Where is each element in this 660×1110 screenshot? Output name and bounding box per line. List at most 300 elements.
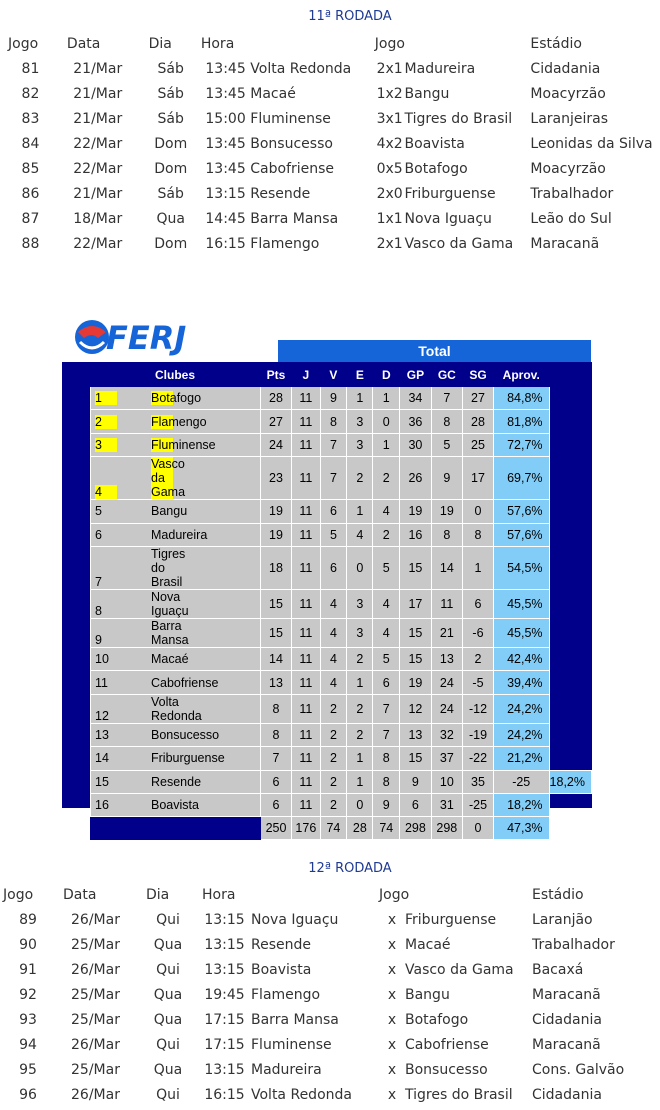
stadium: Maracanã <box>532 1036 601 1053</box>
goals-against: 14 <box>431 546 462 589</box>
wins: 2 <box>320 747 347 770</box>
club-cell <box>91 723 261 746</box>
fixture-row <box>3 1007 660 1032</box>
goals-against: 8 <box>431 410 462 433</box>
stadium: Trabalhador <box>532 936 615 953</box>
score: 2x1 <box>376 235 403 252</box>
score: 4x2 <box>376 135 403 152</box>
stadium: Maracanã <box>532 986 601 1003</box>
home-team: Volta Redonda <box>251 1086 352 1103</box>
goals-for: 19 <box>400 671 431 694</box>
match-number: 86 <box>21 185 40 202</box>
home-team: Madureira <box>251 1061 322 1078</box>
wins: 7 <box>320 457 347 500</box>
games: 11 <box>292 694 320 723</box>
match-time: 13:45 <box>205 85 246 102</box>
position-badge: 14 <box>95 751 109 766</box>
games: 11 <box>292 747 320 770</box>
match-time: 13:45 <box>205 160 246 177</box>
away-team: Cabofriense <box>405 1036 489 1053</box>
match-date: 25/Mar <box>71 1061 120 1078</box>
standings-row <box>91 770 592 793</box>
home-team: Flamengo <box>251 986 321 1003</box>
score: 1x2 <box>376 85 403 102</box>
round12-table <box>3 882 660 1107</box>
percentage: 42,4% <box>493 647 549 670</box>
home-team: Bonsucesso <box>250 135 333 152</box>
away-team: Nova Iguaçu <box>404 210 492 227</box>
score: 0x5 <box>376 160 403 177</box>
match-time: 17:15 <box>204 1036 245 1053</box>
header-partida: Jogo <box>374 35 405 52</box>
stadium: Laranjão <box>532 911 593 928</box>
losses: 9 <box>373 793 400 816</box>
fixture-row <box>3 1082 660 1107</box>
header-clubs: Clubes <box>91 364 261 387</box>
stadium: Moacyrzão <box>530 160 606 177</box>
total-wins: 74 <box>320 817 347 840</box>
goal-diff: 17 <box>463 457 494 500</box>
match-time: 13:45 <box>205 135 246 152</box>
games: 11 <box>292 546 320 589</box>
goals-against: 5 <box>431 433 462 456</box>
club-name: Volta Redonda <box>151 694 202 723</box>
games: 11 <box>292 671 320 694</box>
wins: 7 <box>320 433 347 456</box>
totals-spacer <box>91 817 261 840</box>
standings-row <box>91 618 592 647</box>
goals-for: 15 <box>400 747 431 770</box>
points: 14 <box>260 647 291 670</box>
fixture-row <box>3 957 660 982</box>
club-name: Boavista <box>151 798 199 813</box>
header-partida: Jogo <box>379 886 410 903</box>
away-team: Bangu <box>405 986 450 1003</box>
goals-against: 11 <box>431 589 462 618</box>
match-date: 18/Mar <box>73 210 123 227</box>
wins: 2 <box>320 793 347 816</box>
header-goals-against: GC <box>431 364 462 387</box>
away-team: Friburguense <box>404 185 496 202</box>
away-team: Tigres do Brasil <box>405 1086 513 1103</box>
goals-against: 37 <box>431 747 462 770</box>
club-name: Madureira <box>151 527 208 542</box>
losses: 1 <box>373 387 400 410</box>
club-name: Cabofriense <box>151 675 219 690</box>
percentage: 57,6% <box>493 500 549 523</box>
match-time: 13:15 <box>204 1061 245 1078</box>
score: x <box>387 936 397 953</box>
header-jogo: Jogo <box>3 886 34 903</box>
header-dia: Dia <box>148 35 172 52</box>
header-data: Data <box>66 35 101 52</box>
match-date: 22/Mar <box>73 235 123 252</box>
match-time: 13:15 <box>204 961 245 978</box>
points: 8 <box>260 694 291 723</box>
goals-for: 26 <box>400 457 431 500</box>
match-number: 82 <box>21 85 40 102</box>
fixture-row <box>3 907 660 932</box>
home-team: Fluminense <box>251 1036 332 1053</box>
match-time: 19:45 <box>204 986 245 1003</box>
club-cell <box>91 523 261 546</box>
fixture-row <box>6 156 660 181</box>
draws: 2 <box>347 694 373 723</box>
undefined: 18,2% <box>549 770 591 793</box>
club-name: Tigres do Brasil <box>151 546 186 589</box>
home-team: Nova Iguaçu <box>251 911 339 928</box>
draws: 4 <box>347 523 373 546</box>
match-weekday: Qui <box>156 911 180 928</box>
club-cell <box>91 500 261 523</box>
club-name: Bangu <box>151 504 188 519</box>
draws: 2 <box>347 647 373 670</box>
club-name: Barra Mansa <box>151 618 189 647</box>
match-number: 96 <box>19 1086 37 1103</box>
match-time: 13:15 <box>204 911 245 928</box>
goals-for: 15 <box>400 546 431 589</box>
header-hora: Hora <box>200 35 235 52</box>
draws: 1 <box>347 770 373 793</box>
points: 6 <box>260 793 291 816</box>
goal-diff: -5 <box>463 671 494 694</box>
standings-row <box>91 694 592 723</box>
losses: 7 <box>373 694 400 723</box>
goal-diff: 2 <box>463 647 494 670</box>
match-date: 25/Mar <box>71 1011 120 1028</box>
games: 11 <box>292 770 320 793</box>
goal-diff: 1 <box>463 546 494 589</box>
percentage: 54,5% <box>493 546 549 589</box>
match-time: 13:15 <box>205 185 246 202</box>
match-date: 25/Mar <box>71 936 120 953</box>
position-badge: 6 <box>95 527 102 542</box>
stadium: Bacaxá <box>532 961 584 978</box>
home-team: Cabofriense <box>250 160 335 177</box>
match-date: 21/Mar <box>73 85 123 102</box>
percentage: 45,5% <box>493 618 549 647</box>
header-estadio: Estádio <box>530 35 582 52</box>
draws: 1 <box>347 500 373 523</box>
goals-for: 17 <box>400 589 431 618</box>
club-cell <box>91 387 261 410</box>
score: x <box>387 986 397 1003</box>
match-weekday: Qua <box>153 1061 183 1078</box>
standings-row <box>91 387 592 410</box>
match-weekday: Qui <box>156 1036 180 1053</box>
wins: 4 <box>320 618 347 647</box>
match-number: 92 <box>19 986 37 1003</box>
position-badge: 3 <box>95 438 117 452</box>
match-date: 26/Mar <box>71 1086 120 1103</box>
goal-diff: -12 <box>463 694 494 723</box>
match-number: 91 <box>19 961 37 978</box>
stadium: Maracanã <box>530 235 600 252</box>
total-goal-diff: 0 <box>463 817 494 840</box>
standings-row <box>91 546 592 589</box>
match-number: 93 <box>19 1011 37 1028</box>
goal-diff: -6 <box>463 618 494 647</box>
match-weekday: Dom <box>154 235 188 252</box>
match-time: 14:45 <box>205 210 246 227</box>
position-badge: 12 <box>95 708 109 723</box>
wins: 5 <box>320 523 347 546</box>
club-name: Macaé <box>151 652 189 667</box>
losses: 7 <box>373 723 400 746</box>
points: 15 <box>260 589 291 618</box>
standings-row <box>91 500 592 523</box>
goals-against: 7 <box>431 387 462 410</box>
match-number: 84 <box>21 135 40 152</box>
goal-diff: 8 <box>463 523 494 546</box>
standings-row <box>91 410 592 433</box>
score: 2x0 <box>376 185 403 202</box>
club-cell <box>91 770 261 793</box>
fixture-row <box>3 1032 660 1057</box>
losses: 8 <box>373 747 400 770</box>
games: 11 <box>292 618 320 647</box>
games: 11 <box>292 589 320 618</box>
stadium: Leonidas da Silva <box>530 135 653 152</box>
goals-for: 30 <box>400 433 431 456</box>
away-team: Botafogo <box>404 160 468 177</box>
wins: 9 <box>320 387 347 410</box>
total-points: 250 <box>260 817 291 840</box>
draws: 2 <box>347 723 373 746</box>
match-time: 13:15 <box>204 936 245 953</box>
percentage: 69,7% <box>493 457 549 500</box>
goals-for: 13 <box>400 723 431 746</box>
points: 13 <box>260 671 291 694</box>
stadium: Laranjeiras <box>530 110 609 127</box>
fixture-row <box>3 932 660 957</box>
club-cell <box>91 589 261 618</box>
points: 18 <box>260 546 291 589</box>
match-weekday: Sáb <box>157 110 184 127</box>
percentage: 18,2% <box>493 793 549 816</box>
club-name: Nova Iguaçu <box>151 589 189 618</box>
fixture-row <box>6 181 660 206</box>
standings-row <box>91 523 592 546</box>
position-badge: 13 <box>95 727 109 742</box>
club-name: Bonsucesso <box>151 727 220 742</box>
goals-for: 16 <box>400 523 431 546</box>
standings-row <box>91 647 592 670</box>
points: 27 <box>260 410 291 433</box>
goals-for: 19 <box>400 500 431 523</box>
home-team: Boavista <box>251 961 312 978</box>
header-points: Pts <box>260 364 291 387</box>
away-team: Macaé <box>405 936 451 953</box>
wins: 2 <box>320 694 347 723</box>
match-time: 16:15 <box>205 235 246 252</box>
draws: 2 <box>347 457 373 500</box>
goal-diff: -19 <box>463 723 494 746</box>
club-cell <box>91 618 261 647</box>
percentage: 81,8% <box>493 410 549 433</box>
stadium: Moacyrzão <box>530 85 606 102</box>
standings-row <box>91 433 592 456</box>
goals-against: 19 <box>431 500 462 523</box>
losses: 4 <box>373 618 400 647</box>
stadium: Leão do Sul <box>530 210 612 227</box>
draws: 3 <box>347 410 373 433</box>
match-number: 87 <box>21 210 40 227</box>
svg-text:FERJ: FERJ <box>106 319 187 357</box>
goal-diff: -22 <box>463 747 494 770</box>
round11-table <box>6 31 660 256</box>
draws: 3 <box>347 433 373 456</box>
points: 7 <box>260 747 291 770</box>
percentage: 24,2% <box>493 694 549 723</box>
goals-for: 15 <box>400 647 431 670</box>
score: x <box>387 1086 397 1103</box>
goals-for: 15 <box>400 618 431 647</box>
goals-against: 24 <box>431 694 462 723</box>
header-estadio: Estádio <box>532 886 584 903</box>
goals-against: 8 <box>431 523 462 546</box>
draws: 1 <box>347 671 373 694</box>
fixture-row <box>6 81 660 106</box>
club-cell <box>91 647 261 670</box>
match-number: 81 <box>21 60 40 77</box>
match-number: 95 <box>19 1061 37 1078</box>
score: x <box>387 1011 397 1028</box>
away-team: Bangu <box>404 85 450 102</box>
fixture-row <box>6 131 660 156</box>
points: 24 <box>260 433 291 456</box>
match-weekday: Dom <box>154 160 188 177</box>
match-date: 21/Mar <box>73 110 123 127</box>
club-name: Friburguense <box>151 751 225 766</box>
home-team: Barra Mansa <box>251 1011 339 1028</box>
position-badge: 9 <box>95 632 102 647</box>
draws: 0 <box>347 546 373 589</box>
away-team: Bonsucesso <box>405 1061 488 1078</box>
goals-against: 9 <box>431 457 462 500</box>
games: 11 <box>292 723 320 746</box>
match-weekday: Sáb <box>157 185 184 202</box>
header-goal-diff: SG <box>463 364 494 387</box>
away-team: Friburguense <box>405 911 497 928</box>
wins: 4 <box>320 589 347 618</box>
standings-row <box>91 671 592 694</box>
percentage: 21,2% <box>493 747 549 770</box>
match-weekday: Qui <box>156 1086 180 1103</box>
score: x <box>387 961 397 978</box>
goal-diff: 6 <box>463 589 494 618</box>
goal-diff: 25 <box>463 433 494 456</box>
home-team: Resende <box>250 185 311 202</box>
losses: 2 <box>373 457 400 500</box>
club-name: Flamengo <box>151 414 207 429</box>
position-badge: 15 <box>95 774 109 789</box>
match-weekday: Qui <box>156 961 180 978</box>
total-losses: 74 <box>373 817 400 840</box>
goal-diff: 0 <box>463 500 494 523</box>
header-dia: Dia <box>146 886 170 903</box>
home-team: Fluminense <box>250 110 331 127</box>
standings-panel <box>62 312 592 836</box>
goal-diff: 28 <box>463 410 494 433</box>
round11-header-row <box>6 31 660 56</box>
percentage: -25 <box>493 770 549 793</box>
match-weekday: Sáb <box>157 85 184 102</box>
percentage: 45,5% <box>493 589 549 618</box>
points: 19 <box>260 500 291 523</box>
header-jogo: Jogo <box>8 35 39 52</box>
header-percentage: Aprov. <box>493 364 549 387</box>
games: 11 <box>292 793 320 816</box>
goals-against: 13 <box>431 647 462 670</box>
match-number: 85 <box>21 160 40 177</box>
header-games: J <box>292 364 320 387</box>
total-draws: 28 <box>347 817 373 840</box>
header-losses: D <box>373 364 400 387</box>
standings-header-row <box>91 364 592 387</box>
goal-diff: -25 <box>463 793 494 816</box>
percentage: 84,8% <box>493 387 549 410</box>
wins: 2 <box>320 723 347 746</box>
goals-against: 24 <box>431 671 462 694</box>
points: 23 <box>260 457 291 500</box>
position-badge: 10 <box>95 652 109 667</box>
club-name: Fluminense <box>151 437 216 452</box>
games: 11 <box>292 500 320 523</box>
match-date: 21/Mar <box>73 60 123 77</box>
away-team: Madureira <box>404 60 476 77</box>
standings-table <box>90 363 592 840</box>
goals-for: 34 <box>400 387 431 410</box>
position-badge: 1 <box>95 391 117 405</box>
draws: 0 <box>347 793 373 816</box>
games: 11 <box>292 647 320 670</box>
ferj-logo <box>68 312 248 362</box>
away-team: Tigres do Brasil <box>404 110 513 127</box>
match-number: 90 <box>19 936 37 953</box>
club-name: Botafogo <box>151 391 202 406</box>
fixture-row <box>6 231 660 256</box>
wins: 4 <box>320 647 347 670</box>
goals-against: 31 <box>431 793 462 816</box>
club-cell <box>91 546 261 589</box>
club-cell <box>91 410 261 433</box>
home-team: Resende <box>251 936 311 953</box>
score: 2x1 <box>376 60 403 77</box>
club-name: Resende <box>151 774 202 789</box>
club-cell <box>91 433 261 456</box>
score: x <box>387 1036 397 1053</box>
goals-against: 21 <box>431 618 462 647</box>
draws: 1 <box>347 747 373 770</box>
score: x <box>387 1061 397 1078</box>
total-percentage: 47,3% <box>493 817 549 840</box>
match-time: 15:00 <box>205 110 246 127</box>
match-date: 26/Mar <box>71 961 120 978</box>
match-weekday: Qua <box>153 1011 183 1028</box>
club-cell <box>91 671 261 694</box>
score: x <box>387 911 397 928</box>
games: 11 <box>292 410 320 433</box>
losses: 4 <box>373 500 400 523</box>
match-time: 17:15 <box>204 1011 245 1028</box>
match-weekday: Qua <box>156 210 185 227</box>
percentage: 72,7% <box>493 433 549 456</box>
losses: 1 <box>373 433 400 456</box>
stadium: Cidadania <box>532 1086 602 1103</box>
percentage: 24,2% <box>493 723 549 746</box>
position-badge: 7 <box>95 574 102 589</box>
